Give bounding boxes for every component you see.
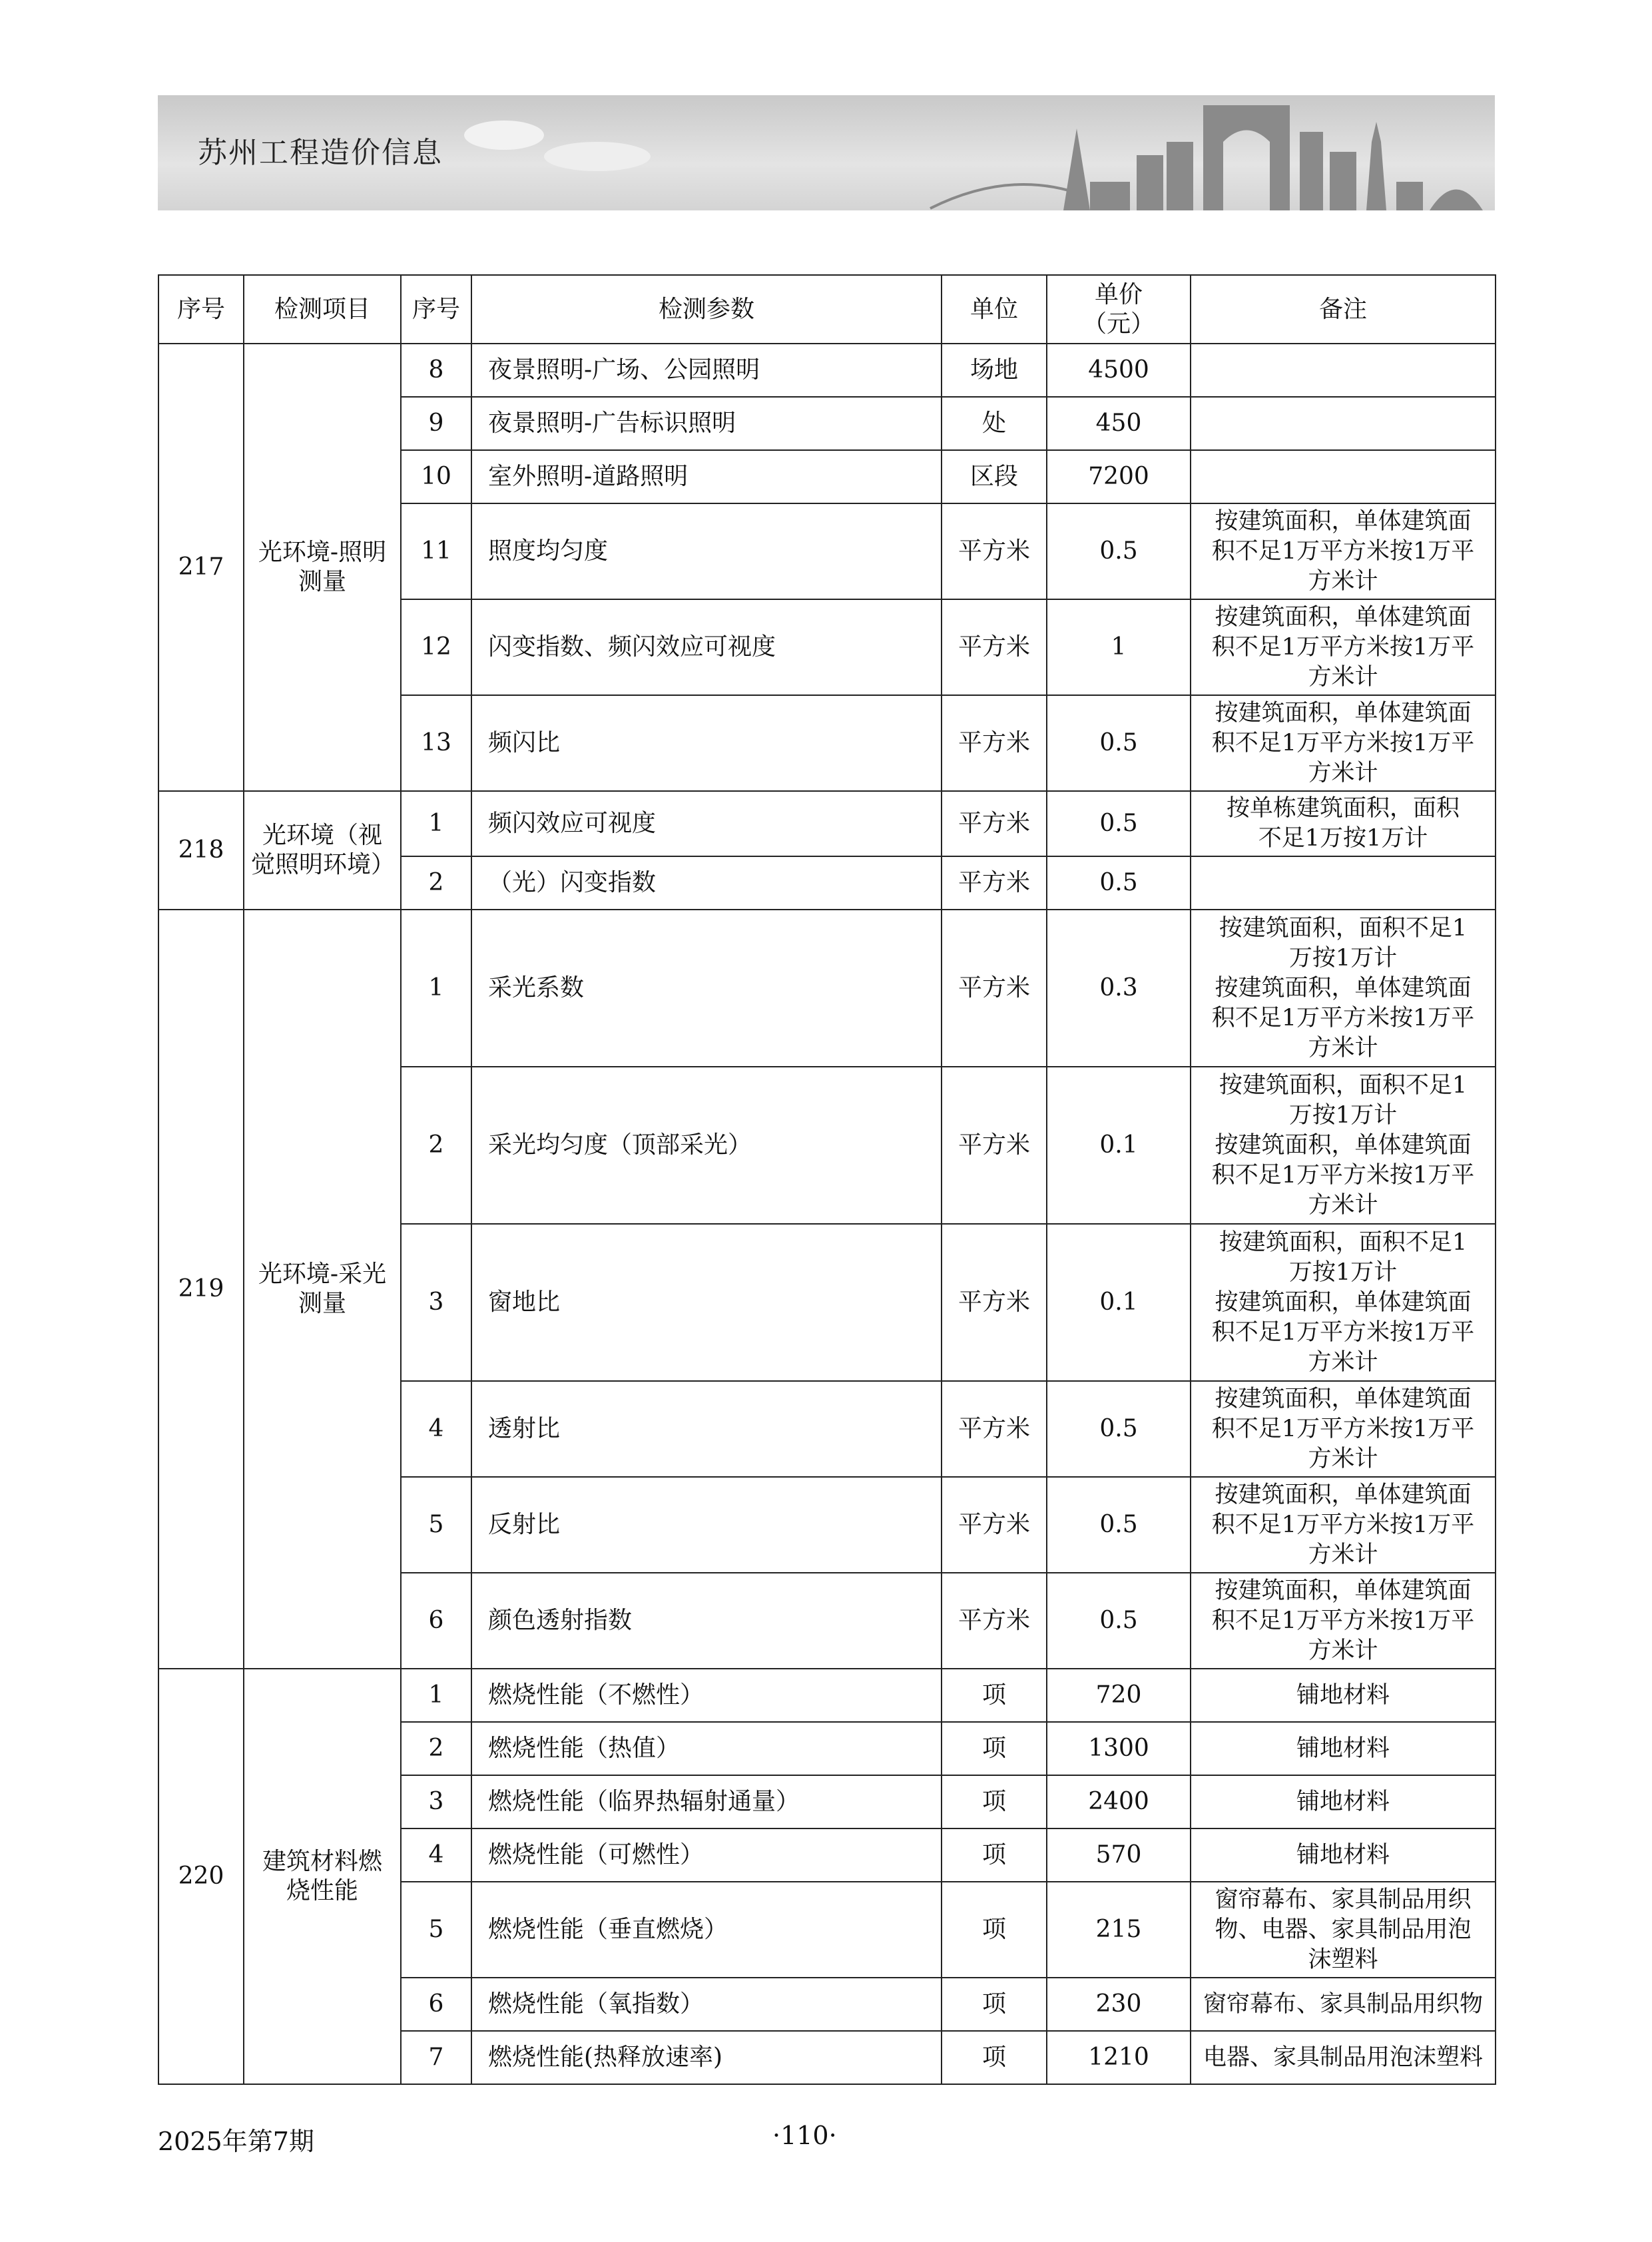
row-parameter: 照度均匀度 xyxy=(471,503,942,599)
note-line: 积不足1万平方米按1万平 xyxy=(1211,537,1475,565)
table-row xyxy=(158,1669,1496,1722)
row-index: 1 xyxy=(401,910,471,1067)
row-unit: 平方米 xyxy=(942,1224,1047,1381)
row-note xyxy=(1191,1669,1496,1722)
row-price: 0.5 xyxy=(1047,1573,1191,1669)
row-price: 215 xyxy=(1047,1882,1191,1978)
row-index: 3 xyxy=(401,1775,471,1828)
row-price: 570 xyxy=(1047,1828,1191,1882)
note-line: 万按1万计 xyxy=(1288,1101,1398,1129)
row-price: 4500 xyxy=(1047,344,1191,397)
note-line: 不足1万按1万计 xyxy=(1258,825,1428,852)
group-item: 建筑材料燃烧性能 xyxy=(244,1669,401,2084)
note-line: 按建筑面积，单体建筑面 xyxy=(1215,1288,1472,1316)
note-line: 铺地材料 xyxy=(1296,1735,1390,1762)
note-line: 按建筑面积，单体建筑面 xyxy=(1215,1131,1472,1159)
row-note xyxy=(1191,856,1496,910)
header-parameter: 检测参数 xyxy=(471,275,942,344)
row-unit: 项 xyxy=(942,1978,1047,2031)
row-note xyxy=(1191,791,1496,856)
row-parameter: 燃烧性能（不燃性） xyxy=(471,1669,942,1722)
row-unit: 平方米 xyxy=(942,503,1047,599)
row-price: 450 xyxy=(1047,397,1191,450)
row-index: 2 xyxy=(401,1067,471,1224)
table-row xyxy=(158,791,1496,856)
note-line: 方米计 xyxy=(1308,567,1378,595)
note-line: 按建筑面积，单体建筑面 xyxy=(1215,603,1472,631)
header-price: 单价 （元） xyxy=(1047,275,1191,344)
row-index: 5 xyxy=(401,1882,471,1978)
note-line: 铺地材料 xyxy=(1296,1681,1390,1709)
row-parameter: 夜景照明-广告标识照明 xyxy=(471,397,942,450)
note-line: 电器、家具制品用泡沫塑料 xyxy=(1203,2044,1483,2071)
header-unit: 单位 xyxy=(942,275,1047,344)
row-price: 0.5 xyxy=(1047,856,1191,910)
row-price: 0.5 xyxy=(1047,695,1191,791)
row-unit: 项 xyxy=(942,1882,1047,1978)
note-line: 方米计 xyxy=(1308,759,1378,786)
note-line: 窗帘幕布、家具制品用织 xyxy=(1215,1886,1472,1913)
row-unit: 项 xyxy=(942,1722,1047,1775)
row-parameter: 燃烧性能(热释放速率) xyxy=(471,2031,942,2084)
group-index: 218 xyxy=(158,791,244,910)
row-parameter: 采光系数 xyxy=(471,910,942,1067)
row-unit: 平方米 xyxy=(942,1381,1047,1477)
row-unit: 平方米 xyxy=(942,1477,1047,1573)
row-unit: 平方米 xyxy=(942,1573,1047,1669)
row-price: 230 xyxy=(1047,1978,1191,2031)
group-index: 219 xyxy=(158,910,244,1669)
note-line: 方米计 xyxy=(1308,1541,1378,1568)
note-line: 沫塑料 xyxy=(1308,1946,1378,1973)
row-parameter: 频闪比 xyxy=(471,695,942,791)
table-row xyxy=(158,910,1496,1067)
row-index: 6 xyxy=(401,1573,471,1669)
row-unit: 处 xyxy=(942,397,1047,450)
row-note xyxy=(1191,1477,1496,1573)
row-price: 0.5 xyxy=(1047,791,1191,856)
row-parameter: 燃烧性能（氧指数） xyxy=(471,1978,942,2031)
note-line: 积不足1万平方米按1万平 xyxy=(1211,1607,1475,1634)
header-banner xyxy=(158,95,1495,210)
row-note xyxy=(1191,1067,1496,1224)
note-line: 物、电器、家具制品用泡 xyxy=(1215,1916,1472,1943)
row-price: 0.3 xyxy=(1047,910,1191,1067)
row-note xyxy=(1191,1573,1496,1669)
note-line: 积不足1万平方米按1万平 xyxy=(1211,633,1475,661)
note-line: 方米计 xyxy=(1308,663,1378,691)
header-note: 备注 xyxy=(1191,275,1496,344)
row-unit: 项 xyxy=(942,1669,1047,1722)
row-note xyxy=(1191,910,1496,1067)
row-price: 720 xyxy=(1047,1669,1191,1722)
note-line: 按建筑面积，单体建筑面 xyxy=(1215,974,1472,1001)
row-note xyxy=(1191,397,1496,450)
row-parameter: 室外照明-道路照明 xyxy=(471,450,942,503)
row-price: 0.5 xyxy=(1047,503,1191,599)
row-index: 5 xyxy=(401,1477,471,1573)
note-line: 积不足1万平方米按1万平 xyxy=(1211,1511,1475,1538)
row-unit: 平方米 xyxy=(942,1067,1047,1224)
note-line: 按建筑面积，单体建筑面 xyxy=(1215,507,1472,535)
row-unit: 平方米 xyxy=(942,695,1047,791)
note-line: 按建筑面积，单体建筑面 xyxy=(1215,699,1472,726)
row-unit: 项 xyxy=(942,1775,1047,1828)
row-price: 0.5 xyxy=(1047,1477,1191,1573)
group-item: 光环境（视觉照明环境） xyxy=(244,791,401,910)
group-item: 光环境-照明测量 xyxy=(244,344,401,791)
header-index: 序号 xyxy=(158,275,244,344)
row-price: 2400 xyxy=(1047,1775,1191,1828)
row-unit: 场地 xyxy=(942,344,1047,397)
row-index: 12 xyxy=(401,599,471,695)
note-line: 积不足1万平方米按1万平 xyxy=(1211,1415,1475,1442)
row-note xyxy=(1191,450,1496,503)
row-price: 1300 xyxy=(1047,1722,1191,1775)
header-item: 检测项目 xyxy=(244,275,401,344)
group-index: 217 xyxy=(158,344,244,791)
row-index: 11 xyxy=(401,503,471,599)
row-index: 8 xyxy=(401,344,471,397)
row-parameter: 闪变指数、频闪效应可视度 xyxy=(471,599,942,695)
row-unit: 区段 xyxy=(942,450,1047,503)
note-line: 按建筑面积，面积不足1 xyxy=(1219,1071,1468,1099)
row-parameter: 反射比 xyxy=(471,1477,942,1573)
row-note xyxy=(1191,503,1496,599)
note-line: 按建筑面积，面积不足1 xyxy=(1219,1229,1468,1256)
row-note xyxy=(1191,1882,1496,1978)
row-index: 4 xyxy=(401,1828,471,1882)
note-line: 积不足1万平方米按1万平 xyxy=(1211,1161,1475,1189)
row-note xyxy=(1191,695,1496,791)
note-line: 窗帘幕布、家具制品用织物 xyxy=(1203,1990,1483,2018)
row-note xyxy=(1191,2031,1496,2084)
row-parameter: 夜景照明-广场、公园照明 xyxy=(471,344,942,397)
row-note xyxy=(1191,1381,1496,1477)
row-index: 10 xyxy=(401,450,471,503)
row-price: 1 xyxy=(1047,599,1191,695)
row-parameter: 燃烧性能（垂直燃烧） xyxy=(471,1882,942,1978)
row-unit: 平方米 xyxy=(942,856,1047,910)
row-index: 1 xyxy=(401,1669,471,1722)
note-line: 方米计 xyxy=(1308,1191,1378,1219)
row-index: 2 xyxy=(401,1722,471,1775)
row-unit: 项 xyxy=(942,2031,1047,2084)
note-line: 按建筑面积，面积不足1 xyxy=(1219,914,1468,942)
row-parameter: 采光均匀度（顶部采光） xyxy=(471,1067,942,1224)
price-table xyxy=(158,274,1496,2085)
row-parameter: 燃烧性能（临界热辐射通量） xyxy=(471,1775,942,1828)
row-parameter: 燃烧性能（可燃性） xyxy=(471,1828,942,1882)
row-index: 3 xyxy=(401,1224,471,1381)
row-index: 4 xyxy=(401,1381,471,1477)
header-sub-index: 序号 xyxy=(401,275,471,344)
page-number: ·110· xyxy=(772,2121,837,2150)
row-index: 9 xyxy=(401,397,471,450)
row-index: 13 xyxy=(401,695,471,791)
row-note xyxy=(1191,344,1496,397)
row-unit: 项 xyxy=(942,1828,1047,1882)
note-line: 积不足1万平方米按1万平 xyxy=(1211,1318,1475,1346)
row-index: 2 xyxy=(401,856,471,910)
row-price: 7200 xyxy=(1047,450,1191,503)
group-item: 光环境-采光测量 xyxy=(244,910,401,1669)
note-line: 铺地材料 xyxy=(1296,1788,1390,1815)
row-price: 1210 xyxy=(1047,2031,1191,2084)
note-line: 积不足1万平方米按1万平 xyxy=(1211,1004,1475,1031)
publication-title: 苏州工程造价信息 xyxy=(198,136,443,170)
row-parameter: 窗地比 xyxy=(471,1224,942,1381)
note-line: 按单栋建筑面积，面积 xyxy=(1226,795,1460,822)
note-line: 按建筑面积，单体建筑面 xyxy=(1215,1385,1472,1412)
group-index: 220 xyxy=(158,1669,244,2084)
row-index: 1 xyxy=(401,791,471,856)
row-unit: 平方米 xyxy=(942,910,1047,1067)
row-note xyxy=(1191,1224,1496,1381)
note-line: 方米计 xyxy=(1308,1034,1378,1061)
note-line: 积不足1万平方米按1万平 xyxy=(1211,729,1475,756)
note-line: 方米计 xyxy=(1308,1637,1378,1664)
row-note xyxy=(1191,1775,1496,1828)
note-line: 按建筑面积，单体建筑面 xyxy=(1215,1577,1472,1604)
row-parameter: 频闪效应可视度 xyxy=(471,791,942,856)
row-parameter: 燃烧性能（热值） xyxy=(471,1722,942,1775)
row-parameter: 透射比 xyxy=(471,1381,942,1477)
note-line: 万按1万计 xyxy=(1288,1259,1398,1286)
row-note xyxy=(1191,1978,1496,2031)
note-line: 铺地材料 xyxy=(1296,1841,1390,1868)
row-price: 0.5 xyxy=(1047,1381,1191,1477)
note-line: 方米计 xyxy=(1308,1348,1378,1376)
table-row xyxy=(158,344,1496,397)
row-parameter: 颜色透射指数 xyxy=(471,1573,942,1669)
row-parameter: （光）闪变指数 xyxy=(471,856,942,910)
row-price: 0.1 xyxy=(1047,1224,1191,1381)
issue-label: 2025年第7期 xyxy=(158,2127,314,2156)
row-unit: 平方米 xyxy=(942,791,1047,856)
table-header-row xyxy=(158,275,1496,344)
row-note xyxy=(1191,1828,1496,1882)
row-price: 0.1 xyxy=(1047,1067,1191,1224)
note-line: 万按1万计 xyxy=(1288,944,1398,972)
note-line: 按建筑面积，单体建筑面 xyxy=(1215,1481,1472,1508)
row-index: 6 xyxy=(401,1978,471,2031)
note-line: 方米计 xyxy=(1308,1445,1378,1472)
row-note xyxy=(1191,599,1496,695)
row-unit: 平方米 xyxy=(942,599,1047,695)
row-note xyxy=(1191,1722,1496,1775)
row-index: 7 xyxy=(401,2031,471,2084)
